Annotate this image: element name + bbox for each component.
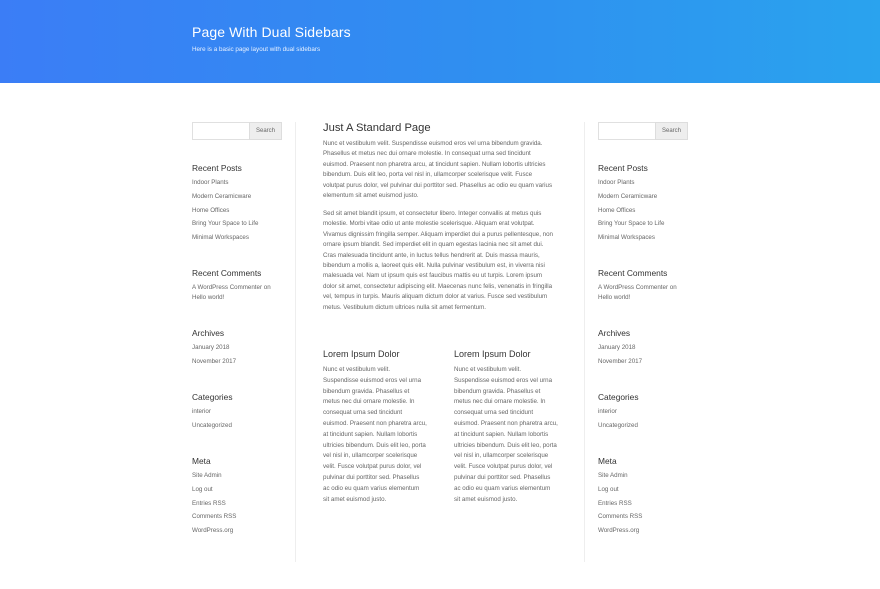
meta-title: Meta [192,456,211,466]
recent-comments-title: Recent Comments [598,268,668,278]
recent-comment-author[interactable]: A WordPress Commenter on [192,284,271,291]
meta-title: Meta [598,456,617,466]
categories-title: Categories [598,392,639,402]
archive-link[interactable]: November 2017 [598,358,643,365]
category-link[interactable]: Uncategorized [192,422,232,429]
search-button[interactable]: Search [249,122,282,140]
search-button[interactable]: Search [655,122,688,140]
categories-title: Categories [192,392,233,402]
recent-posts-title: Recent Posts [192,163,242,173]
recent-post-link[interactable]: Minimal Workspaces [192,234,249,241]
right-sidebar [598,122,688,534]
recent-comments-title: Recent Comments [192,268,262,278]
archive-link[interactable]: January 2018 [192,344,230,351]
recent-post-link[interactable]: Home Offices [192,207,230,214]
meta-link[interactable]: Log out [192,486,213,493]
article-paragraph: Nunc et vestibulum velit. Suspendisse euismod eros vel urna bibendum gravida. Phasellus et metus nec dui ornare molestie. In consequat urna sed tincidunt euismod. Praesent non pharetra arcu, at tincidunt sapien. Nullam lobortis ultricies bibendum. Duis elit leo, porta vel nisl in, ullamcorper scelerisque velit. Fusce volutpat purus dolor, vel pulvinar dui porttitor sed. Phasellus ac odio eu quam varius elementum sit amet euismod justo. [323,140,553,200]
meta-link[interactable]: WordPress.org [598,527,640,534]
archives-title: Archives [598,328,631,338]
column-text: Nunc et vestibulum velit. Suspendisse euismod eros vel urna bibendum gravida. Phasellus et metus nec dui ornare molestie. In consequat urna sed tincidunt euismod. Praesent non pharetra arcu, at tincidunt sapien. Nullam lobortis ultricies bibendum. Duis elit leo, porta vel nisl in, ullamcorper scelerisque velit. Fusce volutpat purus dolor, vel pulvinar dui porttitor sed. Phasellus ac odio eu quam varius elementum sit amet euismod justo. [323,366,427,503]
page-header-banner [0,0,880,83]
archive-link[interactable]: November 2017 [192,358,237,365]
column-title: Lorem Ipsum Dolor [454,349,531,359]
recent-comment-post[interactable]: Hello world! [598,294,631,301]
recent-comment-post[interactable]: Hello world! [192,294,225,301]
category-link[interactable]: interior [598,408,617,415]
meta-link[interactable]: Entries RSS [598,500,632,507]
meta-link[interactable]: Entries RSS [192,500,226,507]
archives-title: Archives [192,328,225,338]
meta-link[interactable]: Site Admin [192,472,222,479]
recent-post-link[interactable]: Home Offices [598,207,636,214]
column-text: Nunc et vestibulum velit. Suspendisse euismod eros vel urna bibendum gravida. Phasellus et metus nec dui ornare molestie. In consequat urna sed tincidunt euismod. Praesent non pharetra arcu, at tincidunt sapien. Nullam lobortis ultricies bibendum. Duis elit leo, porta vel nisl in, ullamcorper scelerisque velit. Fusce volutpat purus dolor, vel pulvinar dui porttitor sed. Phasellus ac odio eu quam varius elementum sit amet euismod justo. [454,366,558,503]
recent-post-link[interactable]: Indoor Plants [598,179,635,186]
recent-post-link[interactable]: Indoor Plants [192,179,229,186]
meta-link[interactable]: Site Admin [598,472,628,479]
left-sidebar [192,122,282,534]
search-input[interactable] [192,122,250,140]
recent-post-link[interactable]: Minimal Workspaces [598,234,655,241]
recent-post-link[interactable]: Bring Your Space to Life [192,220,259,227]
recent-post-link[interactable]: Bring Your Space to Life [598,220,665,227]
recent-posts-title: Recent Posts [598,163,648,173]
article-paragraph: Sed sit amet blandit ipsum, et consectetur libero. Integer convallis at metus quis molestie. Morbi vitae odio ut ante molestie scelerisque. Aliquam erat volutpat. Vivamus dignissim fringilla semper. Aliquam imperdiet dui a purus pellentesque, non ornare ipsum blandit. Sed imperdiet elit in quam egestas lacinia nec sit amet dui. Cras malesuada tincidunt ante, in luctus tellus hendrerit at. Duis massa mauris, bibendum a mollis a, laoreet quis elit. Nulla pulvinar vestibulum est, in viverra nisi malesuada vel. Nam ut ipsum quis est faucibus mattis eu ut turpis. Lorem ipsum dolor sit amet, consectetur adipiscing elit. Maecenas nunc felis, venenatis in fringilla vel, tempus in turpis. Mauris aliquam dictum dolor at varius. Fusce sed vestibulum metus. Vestibulum dictum ultrices nulla sit amet fermentum. [323,210,553,311]
category-link[interactable]: interior [192,408,211,415]
right-divider [584,122,585,562]
recent-comment-author[interactable]: A WordPress Commenter on [598,284,677,291]
left-divider [295,122,296,562]
column-title: Lorem Ipsum Dolor [323,349,400,359]
page-title: Page With Dual Sidebars [192,24,351,40]
article-title: Just A Standard Page [323,122,431,134]
search-form [192,122,282,140]
meta-link[interactable]: WordPress.org [192,527,234,534]
search-form [598,122,688,140]
meta-link[interactable]: Comments RSS [192,513,237,520]
search-input[interactable] [598,122,656,140]
category-link[interactable]: Uncategorized [598,422,638,429]
archive-link[interactable]: January 2018 [598,344,636,351]
recent-post-link[interactable]: Modern Ceramicware [598,193,658,200]
meta-link[interactable]: Log out [598,486,619,493]
meta-link[interactable]: Comments RSS [598,513,643,520]
page-subtitle: Here is a basic page layout with dual sidebars [192,46,321,53]
recent-post-link[interactable]: Modern Ceramicware [192,193,252,200]
